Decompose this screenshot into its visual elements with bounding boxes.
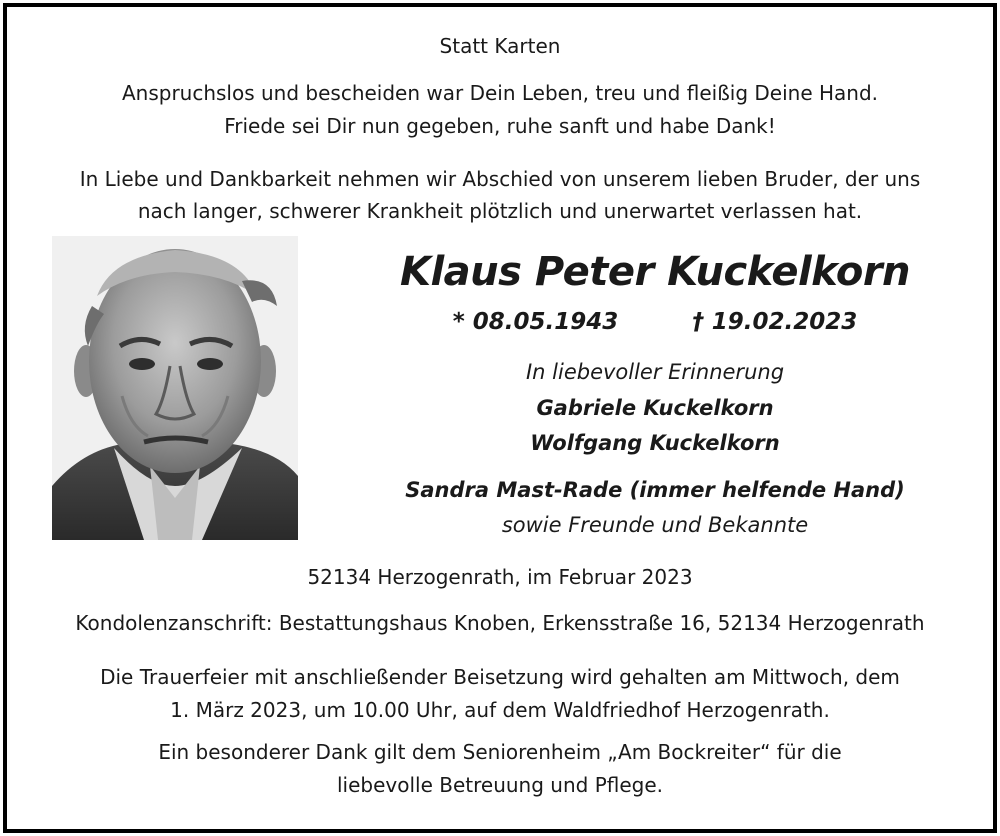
ceremony-line-1: Die Trauerfeier mit anschließender Beisetzung wird gehalten am Mittwoch, dem <box>100 665 900 689</box>
condolence-address: Kondolenzanschrift: Bestattungshaus Knoben, Erkensstraße 16, 52134 Herzogenrath <box>75 611 925 635</box>
mourners-others: sowie Freunde und Bekannte <box>501 513 809 537</box>
verse-line-2: Friede sei Dir nun gegeben, ruhe sanft und habe Dank! <box>224 114 776 138</box>
verse-line-1: Anspruchslos und bescheiden war Dein Leben, treu und fleißig Deine Hand. <box>121 81 879 105</box>
birth-date: * 08.05.1943 <box>452 309 619 335</box>
intro-line-1: In Liebe und Dankbarkeit nehmen wir Abschied von unserem lieben Bruder, der uns <box>79 167 921 191</box>
life-dates <box>320 307 990 337</box>
thanks-line-1: Ein besonderer Dank gilt dem Seniorenheim „Am Bockreiter“ für die <box>158 740 842 764</box>
mourner-name-1: Gabriele Kuckelkorn <box>536 396 774 420</box>
mourner-name-2: Wolfgang Kuckelkorn <box>530 431 780 455</box>
death-date: † 19.02.2023 <box>692 309 858 335</box>
deceased-name: Klaus Peter Kuckelkorn <box>399 249 911 295</box>
ceremony-line-2: 1. März 2023, um 10.00 Uhr, auf dem Waldfriedhof Herzogenrath. <box>170 698 830 722</box>
mourner-helper: Sandra Mast-Rade (immer helfende Hand) <box>405 478 905 502</box>
thanks-line-2: liebevolle Betreuung und Pflege. <box>336 773 664 797</box>
place-date: 52134 Herzogenrath, im Februar 2023 <box>307 565 693 589</box>
portrait-image <box>52 236 298 540</box>
mourners-intro: In liebevoller Erinnerung <box>525 360 785 384</box>
header-statt-karten: Statt Karten <box>439 34 561 58</box>
intro-line-2: nach langer, schwerer Krankheit plötzlich und unerwartet verlassen hat. <box>137 199 863 223</box>
portrait-photo <box>52 236 298 540</box>
